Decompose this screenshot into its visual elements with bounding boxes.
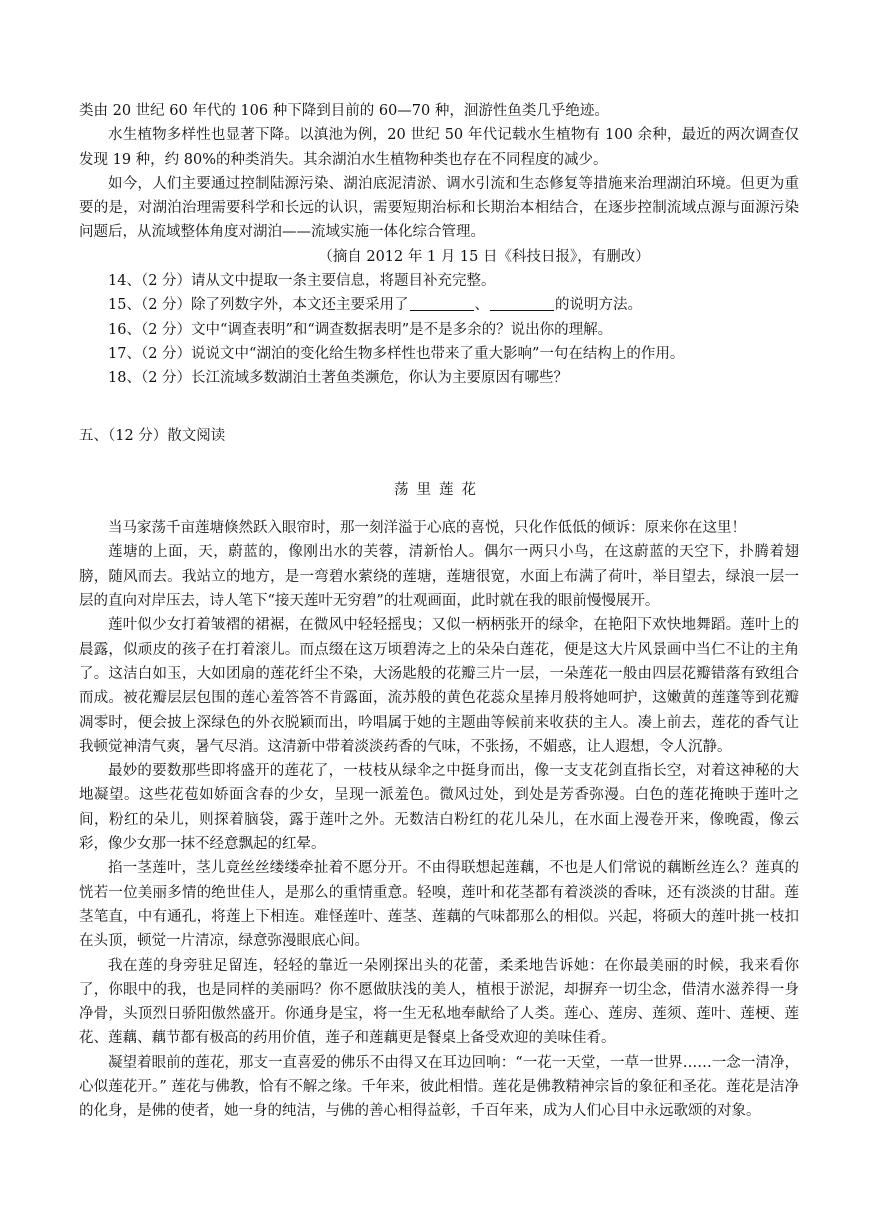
question-14: 14、（2 分）请从文中提取一条主要信息，将题目补充完整。 xyxy=(108,273,496,290)
answer-blank[interactable] xyxy=(490,296,554,311)
essay-paragraph: 莲塘的上面，天，蔚蓝的，像刚出水的芙蓉，清新怡人。偶尔一两只小鸟，在这蔚蓝的天空下，扑腾着翅膀，随风而去。我站立的地方，是一弯碧水萦绕的莲塘，莲塘很宽，水面上布满了荷叶，举目望去，绿浪一层一层的直向对岸压去，诗人笔下“接天莲叶无穷碧”的壮观画面，此时就在我的眼前慢慢展开。 xyxy=(79,544,799,610)
essay-paragraph: 掐一茎莲叶，茎儿竟丝丝缕缕牵扯着不愿分开。不由得联想起莲藕，不也是人们常说的藕断丝连么？莲真的恍若一位美丽多情的绝世佳人，是那么的重情重意。轻嗅，莲叶和花茎都有着淡淡的香味，还有淡淡的甘甜。莲茎笔直，中有通孔，将莲上下相连。难怪莲叶、莲茎、莲藕的气味都那么的相似。兴起，将硕大的莲叶挑一枝扣在头顶，顿觉一片清凉，绿意弥漫眼底心间。 xyxy=(79,860,799,950)
question-18: 18、（2 分）长江流域多数湖泊土著鱼类濒危，你认为主要原因有哪些？ xyxy=(108,370,569,387)
question-17: 17、（2 分）说说文中“湖泊的变化给生物多样性也带来了重大影响”一句在结构上的作用。 xyxy=(108,345,685,362)
question-16: 16、（2 分）文中“调查表明”和“调查数据表明”是不是多余的？说出你的理解。 xyxy=(108,321,613,338)
essay-paragraph: 最妙的要数那些即将盛开的莲花了，一枝枝从绿伞之中挺身而出，像一支支花剑直指长空，对着这神秘的大地凝望。这些花苞如娇面含春的少女，呈现一派羞色。微风过处，到处是芳香弥漫。白色的莲花掩映于莲叶之间，粉红的朵儿，则探着脑袋，露于莲叶之外。无数洁白粉红的花儿朵儿，在水面上漫卷开来，像晚霞，像云彩，像少女那一抹不经意飘起的红晕。 xyxy=(79,763,799,853)
essay-title: 荡里莲花 xyxy=(394,481,484,498)
text-paragraph: 类由 20 世纪 60 年代的 106 种下降到目前的 60—70 种，洄游性鱼类几乎绝迹。 xyxy=(79,103,609,119)
text-paragraph: 如今，人们主要通过控制陆源污染、湖泊底泥清淤、调水引流和生态修复等措施来治理湖泊环境。但更为重要的是，对湖泊治理需要科学和长远的认识，需要短期治标和长期治本相结合，在逐步控制流域点源与面源污染问题后，从流域整体角度对湖泊——流域实施一体化综合管理。 xyxy=(79,175,799,241)
essay-paragraph: 莲叶似少女打着皱褶的裙裾，在微风中轻轻摇曳；又似一柄柄张开的绿伞，在艳阳下欢快地舞蹈。莲叶上的晨露，似顽皮的孩子在打着滚儿。而点缀在这万顷碧涛之上的朵朵白莲花，便是这大片风景画中当仁不让的主角了。这洁白如玉，大如团扇的莲花纤尘不染，大汤匙般的花瓣三片一层，一朵莲花一般由四层花瓣错落有致组合而成。被花瓣层层包围的莲心羞答答不肯露面，流苏般的黄色花蕊众星捧月般将她呵护，这嫩黄的莲蓬等到花瓣凋零时，便会披上深绿色的外衣脱颖而出，吟唱属于她的主题曲等候前来收获的主人。凑上前去，莲花的香气让我顿觉神清气爽，暑气尽消。这清新中带着淡淡药香的气味，不张扬，不媚惑，让人遐想，令人沉静。 xyxy=(79,617,799,755)
section-heading: 五、（12 分）散文阅读 xyxy=(79,427,226,444)
question-15: 15、（2 分）除了列数字外，本文还主要采用了 、 的说明方法。 xyxy=(108,297,643,314)
essay-paragraph: 当马家荡千亩莲塘倏然跃入眼帘时，那一刻洋溢于心底的喜悦，只化作低低的倾诉：原来你在这里！ xyxy=(108,520,746,537)
essay-paragraph: 凝望着眼前的莲花，那支一直喜爱的佛乐不由得又在耳边回响：“一花一天堂，一草一世界……一念一清净，心似莲花开。” 莲花与佛教，恰有不解之缘。千年来，彼此相惜。莲花是佛教精神宗旨的象征和圣花。莲花是洁净的化身，是佛的使者，她一身的纯洁，与佛的善心相得益彰，千百年来，成为人们心目中永远歌颂的对象。 xyxy=(79,1054,799,1120)
essay-paragraph: 我在莲的身旁驻足留连，轻轻的靠近一朵刚探出头的花蕾，柔柔地告诉她：在你最美丽的时候，我来看你了，你眼中的我，也是同样的美丽吗？你不愿做肤浅的美人，植根于淤泥，却摒弃一切尘念，借清水滋养得一身净骨，头顶烈日骄阳傲然盛开。你通身是宝，将一生无私地奉献给了人类。莲心、莲房、莲须、莲叶、莲梗、莲花、莲藕、藕节都有极高的药用价值，莲子和莲藕更是餐桌上备受欢迎的美味佳肴。 xyxy=(79,957,799,1047)
source-citation: （摘自 2012 年 1 月 15 日《科技日报》，有删改） xyxy=(318,248,650,265)
answer-blank[interactable] xyxy=(410,296,474,311)
text-paragraph: 水生植物多样性也显著下降。以滇池为例，20 世纪 50 年代记载水生植物有 100 余种，最近的两次调查仅发现 19 种，约 80%的种类消失。其余湖泊水生植物种类也存在不同程度的减少。 xyxy=(79,127,799,168)
